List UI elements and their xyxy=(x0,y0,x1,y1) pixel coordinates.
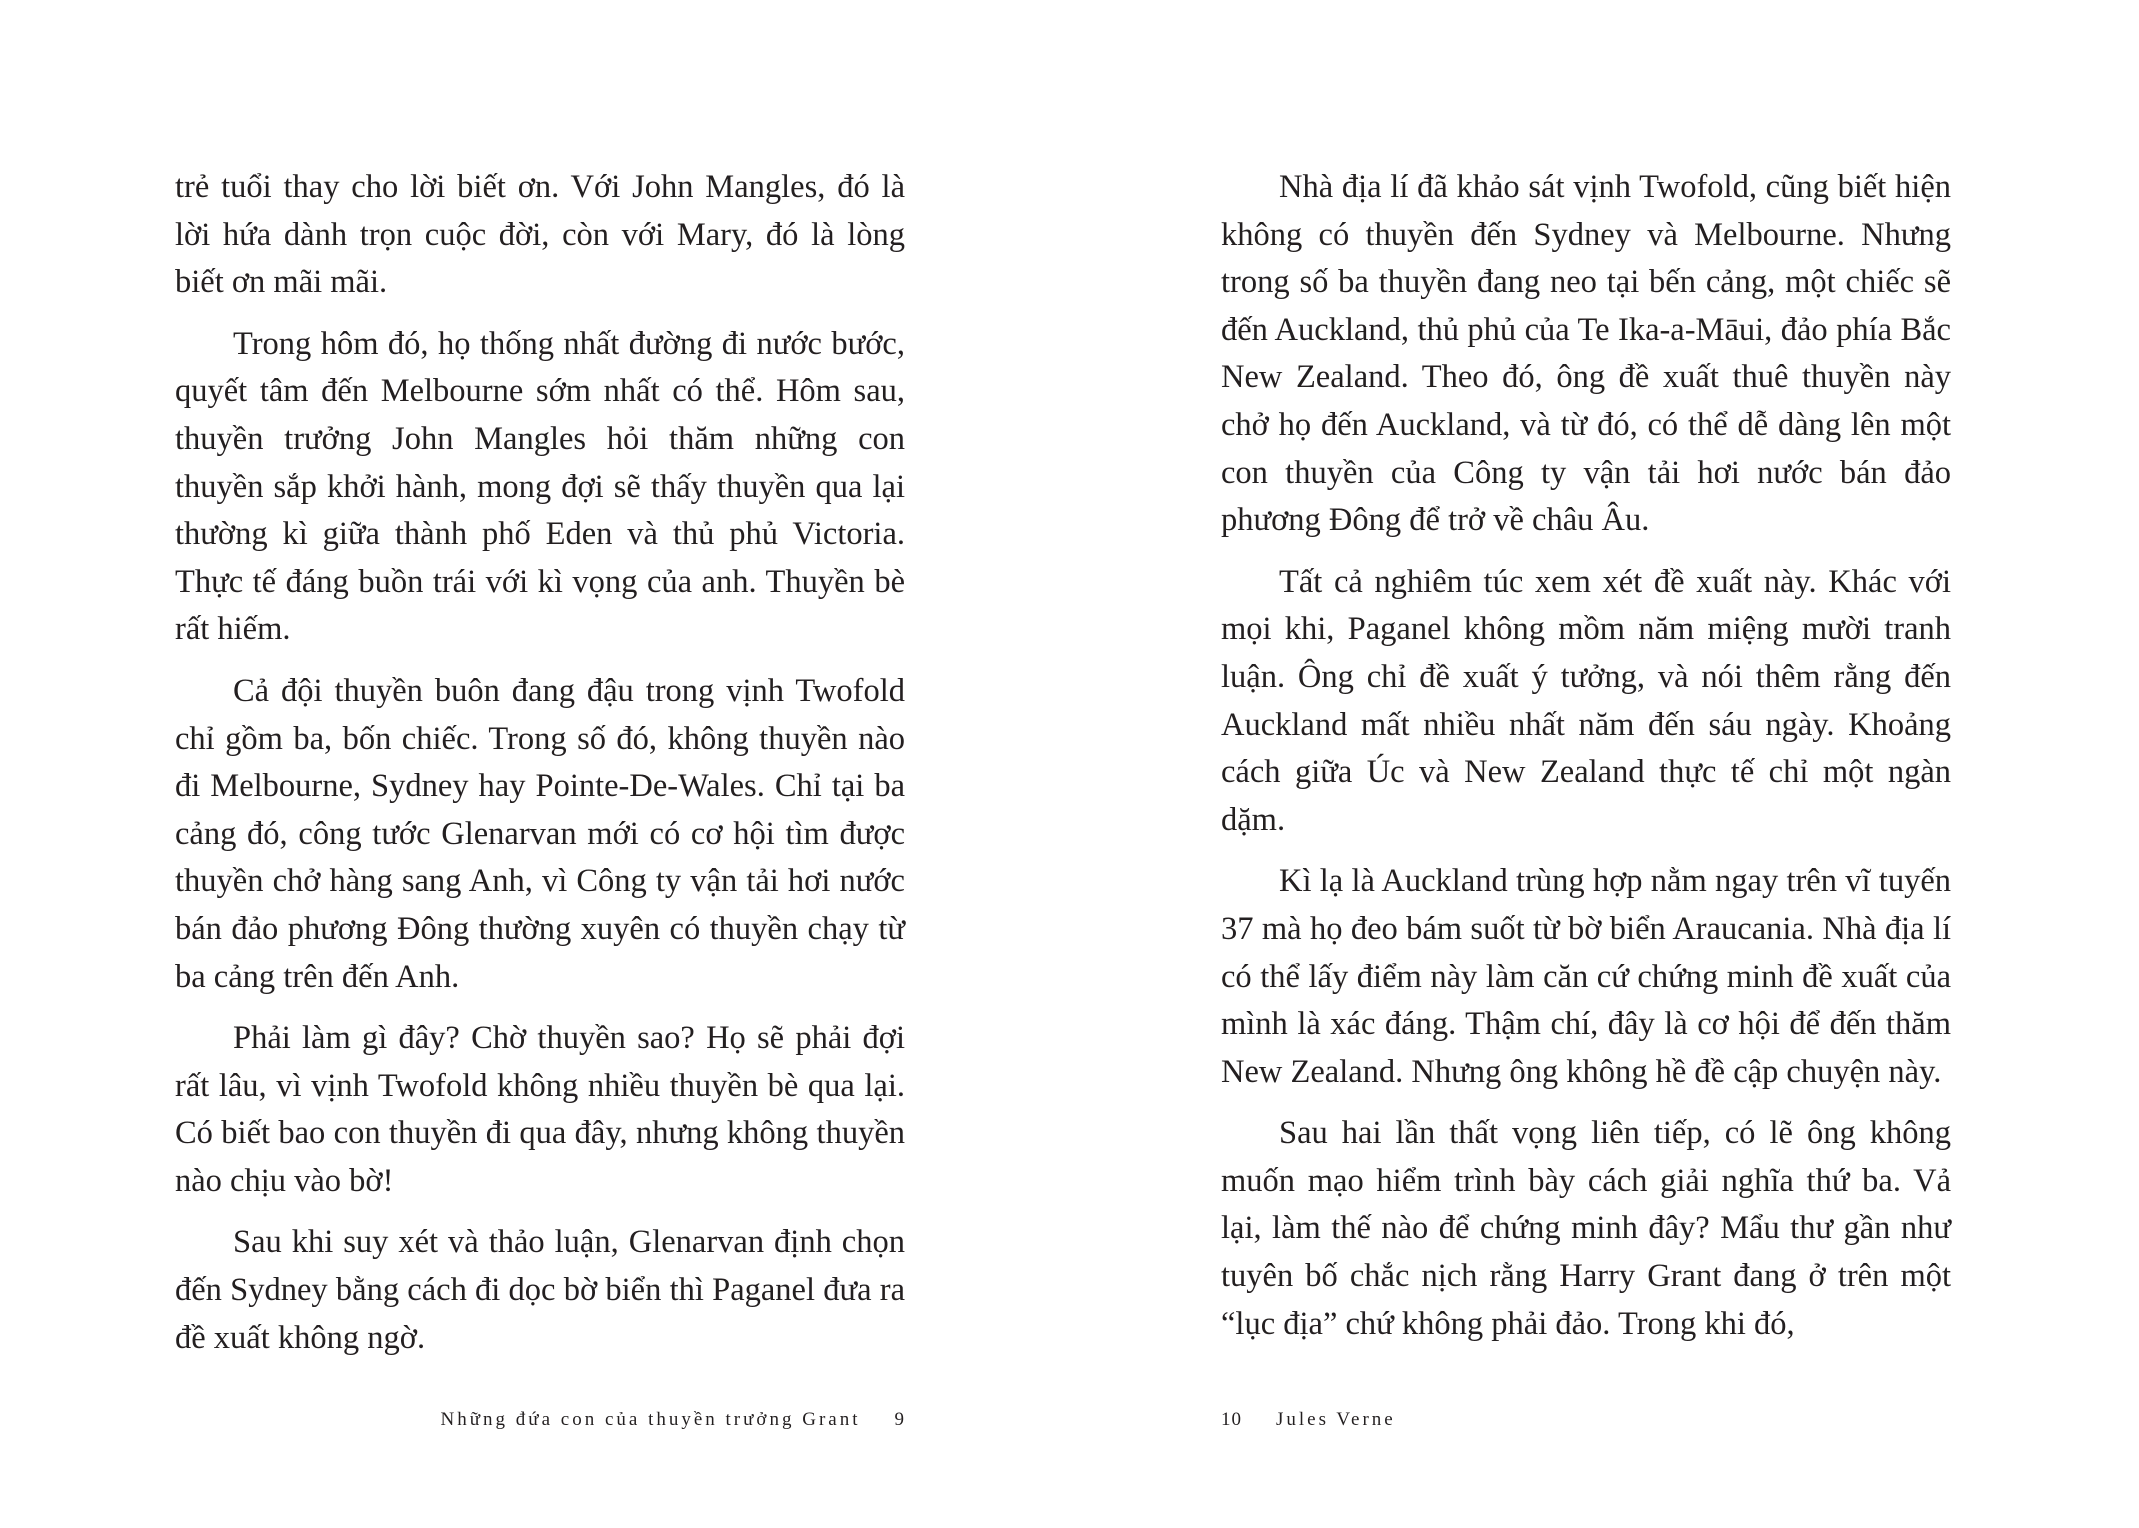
paragraph: Tất cả nghiêm túc xem xét đề xuất này. Khác với mọi khi, Paganel không mồm năm miệng mười tranh luận. Ông chỉ đề xuất ý tưởng, và nói thêm rằng đến Auckland mất nhiều nhất năm đến sáu ngày. Khoảng cách giữa Úc và New Zealand thực tế chỉ một ngàn dặm. xyxy=(1221,563,1951,838)
paragraph: Phải làm gì đây? Chờ thuyền sao? Họ sẽ phải đợi rất lâu, vì vịnh Twofold không nhiều thuyền bè qua lại. Có biết bao con thuyền đi qua đây, nhưng không thuyền nào chịu vào bờ! xyxy=(175,1020,905,1199)
paragraph: Cả đội thuyền buôn đang đậu trong vịnh Twofold chỉ gồm ba, bốn chiếc. Trong số đó, không thuyền nào đi Melbourne, Sydney hay Pointe-De-Wales. Chỉ tại ba cảng đó, công tước Glenarvan mới có cơ hội tìm được thuyền chở hàng sang Anh, vì Công ty vận tải hơi nước bán đảo phương Đông thường xuyên có thuyền chạy từ ba cảng trên đến Anh. xyxy=(175,672,905,995)
right-page-footer xyxy=(1221,1409,1396,1431)
right-page-body xyxy=(1221,164,1951,1362)
right-page xyxy=(1069,0,2139,1528)
left-page-body xyxy=(175,164,905,1376)
running-title: Những đứa con của thuyền trưởng Grant xyxy=(440,1409,861,1430)
paragraph: Kì lạ là Auckland trùng hợp nằm ngay trên vĩ tuyến 37 mà họ đeo bám suốt từ bờ biển Araucania. Nhà địa lí có thể lấy điểm này làm căn cứ chứng minh đề xuất của mình là xác đáng. Thậm chí, đây là cơ hội để đến thăm New Zealand. Nhưng ông không hề đề cập chuyện này. xyxy=(1221,863,1951,1090)
paragraph: Nhà địa lí đã khảo sát vịnh Twofold, cũng biết hiện không có thuyền đến Sydney và Melbourne. Nhưng trong số ba thuyền đang neo tại bến cảng, một chiếc sẽ đến Auckland, thủ phủ của Te Ika-a-Māui, đảo phía Bắc New Zealand. Theo đó, ông đề xuất thuê thuyền này chở họ đến Auckland, và từ đó, có thể dễ dàng lên một con thuyền của Công ty vận tải hơi nước bán đảo phương Đông để trở về châu Âu. xyxy=(1221,169,1951,539)
left-page xyxy=(0,0,1069,1528)
paragraph: Trong hôm đó, họ thống nhất đường đi nước bước, quyết tâm đến Melbourne sớm nhất có thể. Hôm sau, thuyền trưởng John Mangles hỏi thăm những con thuyền sắp khởi hành, mong đợi sẽ thấy thuyền qua lại thường kì giữa thành phố Eden và thủ phủ Victoria. Thực tế đáng buồn trái với kì vọng của anh. Thuyền bè rất hiếm. xyxy=(175,325,905,648)
running-title: Jules Verne xyxy=(1276,1409,1396,1430)
page-number: 9 xyxy=(894,1409,905,1430)
paragraph: Sau hai lần thất vọng liên tiếp, có lẽ ông không muốn mạo hiểm trình bày cách giải nghĩa thứ ba. Vả lại, làm thế nào để chứng minh đây? Mẩu thư gần như tuyên bố chắc nịch rằng Harry Grant đang ở trên một “lục địa” chứ không phải đảo. Trong khi đó, xyxy=(1221,1115,1951,1342)
paragraph: trẻ tuổi thay cho lời biết ơn. Với John Mangles, đó là lời hứa dành trọn cuộc đời, còn với Mary, đó là lòng biết ơn mãi mãi. xyxy=(175,169,905,301)
left-page-footer xyxy=(441,1409,905,1431)
page-number: 10 xyxy=(1221,1409,1242,1430)
paragraph: Sau khi suy xét và thảo luận, Glenarvan định chọn đến Sydney bằng cách đi dọc bờ biển thì Paganel đưa ra đề xuất không ngờ. xyxy=(175,1224,905,1356)
